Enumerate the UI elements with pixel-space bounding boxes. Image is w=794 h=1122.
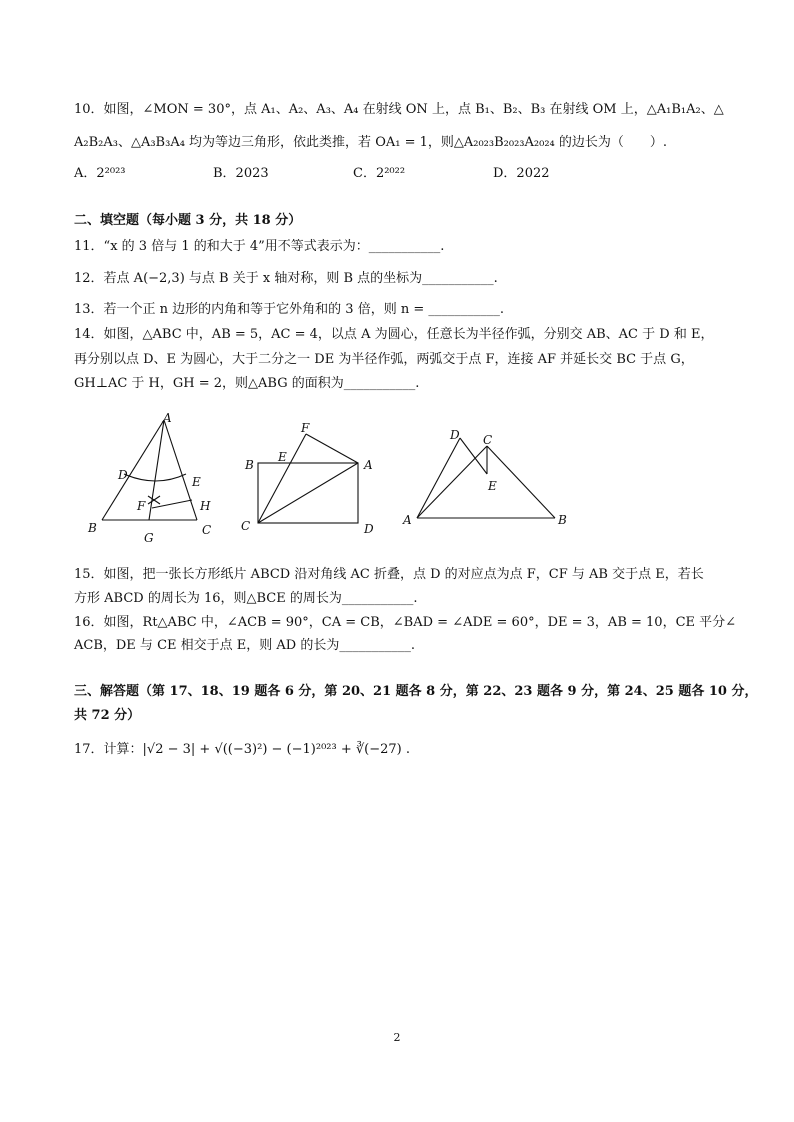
q10-line1: 10．如图，∠MON = 30°，点 A₁、A₂、A₃、A₄ 在射线 ON 上，点 B₁、B₂、B₃ 在射线 OM 上，△A₁B₁A₂、△ [74,102,724,117]
fig1-label-b: B [88,521,97,535]
q14-line1: 14．如图，△ABC 中，AB = 5，AC = 4，以点 A 为圆心，任意长为半径作弧，分别交 AB、AC 于 D 和 E， [74,327,714,342]
section2-heading: 二、填空题（每小题 3 分，共 18 分） [74,213,302,228]
q10-option-c: C．2²⁰²² [353,166,406,181]
q13-text: 13．若一个正 n 边形的内角和等于它外角和的 3 倍，则 n = ___________. [74,302,505,317]
fig1-label-g: G [144,531,154,545]
fig3-label-c: C [483,433,493,447]
q16-line1: 16．如图，Rt△ABC 中，∠ACB = 90°，CA = CB，∠BAD = ∠ADE = 60°，DE = 3，AB = 10，CE 平分∠ [74,615,737,630]
fig1-label-f: F [137,499,146,513]
fig1-label-a: A [163,411,172,425]
q14-line3: GH⊥AC 于 H，GH = 2，则△ABG 的面积为___________. [74,376,420,391]
section3-heading-line1: 三、解答题（第 17、18、19 题各 6 分，第 20、21 题各 8 分，第 22、23 题各 9 分，第 24、25 题各 10 分， [74,684,758,699]
q10-line2: A₂B₂A₃、△A₃B₃A₄ 均为等边三角形，依此类推，若 OA₁ = 1，则△A₂₀₂₃B₂₀₂₃A₂₀₂₄ 的边长为（ ）. [74,135,668,150]
q17-text: 17．计算：|√2 − 3| + √((−3)²) − (−1)²⁰²³ + ∛(−27) . [74,742,410,757]
fig1-label-c: C [202,523,212,537]
fig3-label-a: A [403,513,412,527]
fig2-label-f: F [301,421,310,435]
fig2-label-b: B [245,458,254,472]
page-number: 2 [393,1031,401,1044]
q16-line2: ACB，DE 与 CE 相交于点 E，则 AD 的长为___________. [74,638,415,653]
fig3-label-b: B [558,513,567,527]
section3-heading-line2: 共 72 分） [74,708,141,723]
q10-option-a: A．2²⁰²³ [74,166,126,181]
q11-text: 11．“x 的 3 倍与 1 的和大于 4”用不等式表示为：___________. [74,239,445,254]
fig2-label-c: C [241,519,251,533]
fig2-label-e: E [278,450,287,464]
fig1-label-e: E [192,475,201,489]
q12-text: 12．若点 A(−2,3) 与点 B 关于 x 轴对称，则 B 点的坐标为___________. [74,271,498,286]
q10-option-d: D．2022 [493,166,550,181]
fig2-label-d: D [364,522,374,536]
q15-line1: 15．如图，把一张长方形纸片 ABCD 沿对角线 AC 折叠，点 D 的对应点为点 F，CF 与 AB 交于点 E，若长 [74,567,704,582]
fig1-label-h: H [200,499,211,513]
fig2-label-a: A [364,458,373,472]
figure-right-triangle [400,424,575,534]
q10-option-b: B．2023 [213,166,269,181]
q14-line2: 再分别以点 D、E 为圆心，大于二分之一 DE 为半径作弧，两弧交于点 F，连接 AF 并延长交 BC 于点 G， [74,352,694,367]
fig3-label-e: E [488,479,497,493]
fig1-label-d: D [118,468,128,482]
fig3-label-d: D [450,428,460,442]
figure-folded-rectangle [238,416,388,541]
q15-line2: 方形 ABCD 的周长为 16，则△BCE 的周长为___________. [74,591,418,606]
figure-triangle-bisector [84,408,224,548]
